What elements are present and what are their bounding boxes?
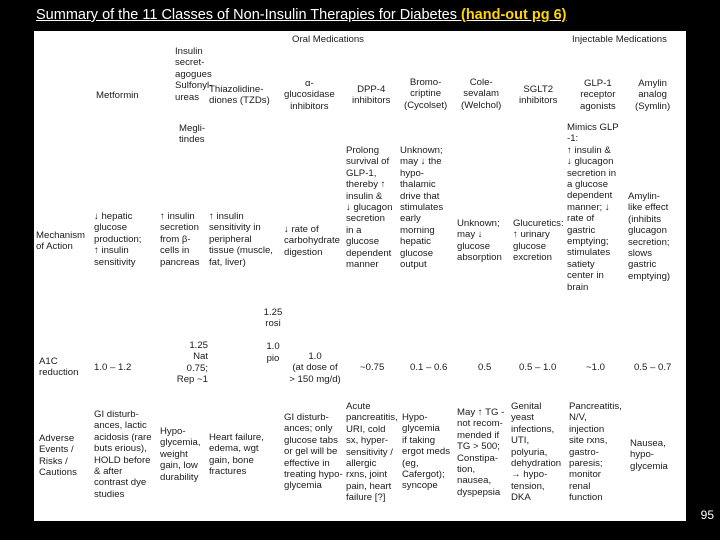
a1c-dpp4: ~0.75: [360, 362, 385, 373]
a1c-amylin: 0.5 – 0.7: [634, 362, 672, 373]
mechanism-agi: ↓ rate of carbohydrate digestion: [284, 224, 340, 258]
header-sulfonylureas: Insulin secret- agogues Sulfonyl- ureas: [175, 46, 213, 103]
mechanism-sulfonylureas: ↑ insulin secretion from β- cells in pancreas: [160, 211, 200, 268]
a1c-bromocriptine: 0.1 – 0.6: [410, 362, 448, 373]
adverse-metformin: GI disturb- ances, lactic acidosis (rare buts erious), HOLD before & after contrast dye studies: [94, 409, 152, 500]
a1c-colesevalam: 0.5: [478, 362, 492, 373]
mechanism-colesevalam: Unknown; may ↓ glucose absorption: [457, 218, 502, 264]
adverse-tzd: Heart failure, edema, wgt gain, bone fractures: [209, 432, 264, 478]
mechanism-glp1: Mimics GLP -1: ↑ insulin & ↓ glucagon secretion in a glucose dependent manner; ↓ rate of gastric emptying; stimulates satiety center in brain: [567, 122, 619, 293]
adverse-sglt2: Genital yeast infections, UTI, polyuria, dehydration → hypo- tension, DKA: [511, 401, 562, 504]
header-tzd: Thiazolidine- diones (TZDs): [209, 84, 270, 107]
mechanism-bromocriptine: Unknown; may ↓ the hypo- thalamic drive that stimulates early morning hepatic glucose output: [400, 145, 444, 271]
slide-title: [36, 7, 567, 23]
adverse-amylin: Nausea, hypo- glycemia: [630, 438, 668, 472]
row-label-a1c: A1C reduction: [39, 356, 79, 379]
title-main: Summary of the 11 Classes of Non-Insulin Therapies for Diabetes: [36, 7, 461, 23]
a1c-sulfonylureas: 1.25 Nat 0.75; Rep ~1: [176, 340, 208, 386]
adverse-glp1: Pancreatitis, N/V, injection site rxns, gastro- paresis; monitor renal function: [569, 401, 622, 504]
adverse-colesevalam: May ↑ TG - not recom- mended if TG > 500; Constipa- tion, nausea, dyspepsia: [457, 407, 505, 498]
adverse-sulfonylureas: Hypo- glycemia, weight gain, low durability: [160, 426, 201, 483]
handout-table: [34, 31, 686, 521]
header-sglt2: SGLT2 inhibitors: [519, 84, 558, 107]
a1c-metformin: 1.0 – 1.2: [94, 362, 132, 373]
a1c-tzd: 1.25 rosi 1.0 pio: [263, 307, 283, 364]
mechanism-tzd: ↑ insulin sensitivity in peripheral tissue (muscle, fat, liver): [209, 211, 273, 268]
mechanism-metformin: ↓ hepatic glucose production; ↑ insulin sensitivity: [94, 211, 142, 268]
row-label-mechanism: Mechanism of Action: [36, 230, 86, 253]
mechanism-amylin: Amylin- like effect (inhibits glucagon secretion; slows gastric emptying): [628, 191, 671, 282]
a1c-agi: 1.0 (at dose of > 150 mg/d): [289, 351, 341, 385]
header-amylin: Amylin analog (Symlin): [635, 78, 671, 112]
header-colesevalam: Cole- sevalam (Welchol): [461, 77, 502, 111]
a1c-sglt2: 0.5 – 1.0: [519, 362, 557, 373]
adverse-agi: GI disturb- ances; only glucose tabs or gel will be effective in treating hypo- glycemia: [284, 412, 343, 492]
a1c-glp1: ~1.0: [586, 362, 605, 373]
header-injectable-medications: Injectable Medications: [572, 34, 667, 45]
mechanism-sglt2: Glucuretics: ↑ urinary glucose excretion: [513, 218, 564, 264]
adverse-bromocriptine: Hypo- glycemia if taking ergot meds (eg, Cafergot); syncope: [402, 412, 450, 492]
header-agi: α- glucosidase inhibitors: [284, 78, 335, 112]
mechanism-dpp4: Prolong survival of GLP-1, thereby ↑ insulin & ↓ glucagon secretion in a glucose dependent manner: [346, 145, 393, 271]
slide-number: 95: [700, 508, 714, 522]
header-dpp4: DPP-4 inhibitors: [352, 84, 391, 107]
title-highlight: (hand-out pg 6): [461, 7, 567, 23]
adverse-dpp4: Acute pancreatitis, URI, cold sx, hyper- sensitivity / allergic rxns, joint pain, heart failure [?]: [346, 401, 398, 504]
header-bromocriptine: Bromo- criptine (Cycolset): [404, 77, 448, 111]
header-metformin: Metformin: [96, 90, 139, 101]
header-meglitinides: Megli- tindes: [179, 123, 206, 146]
row-label-adverse: Adverse Events / Risks / Cautions: [39, 433, 77, 479]
header-glp1: GLP-1 receptor agonists: [580, 78, 616, 112]
header-oral-medications: Oral Medications: [292, 34, 364, 45]
